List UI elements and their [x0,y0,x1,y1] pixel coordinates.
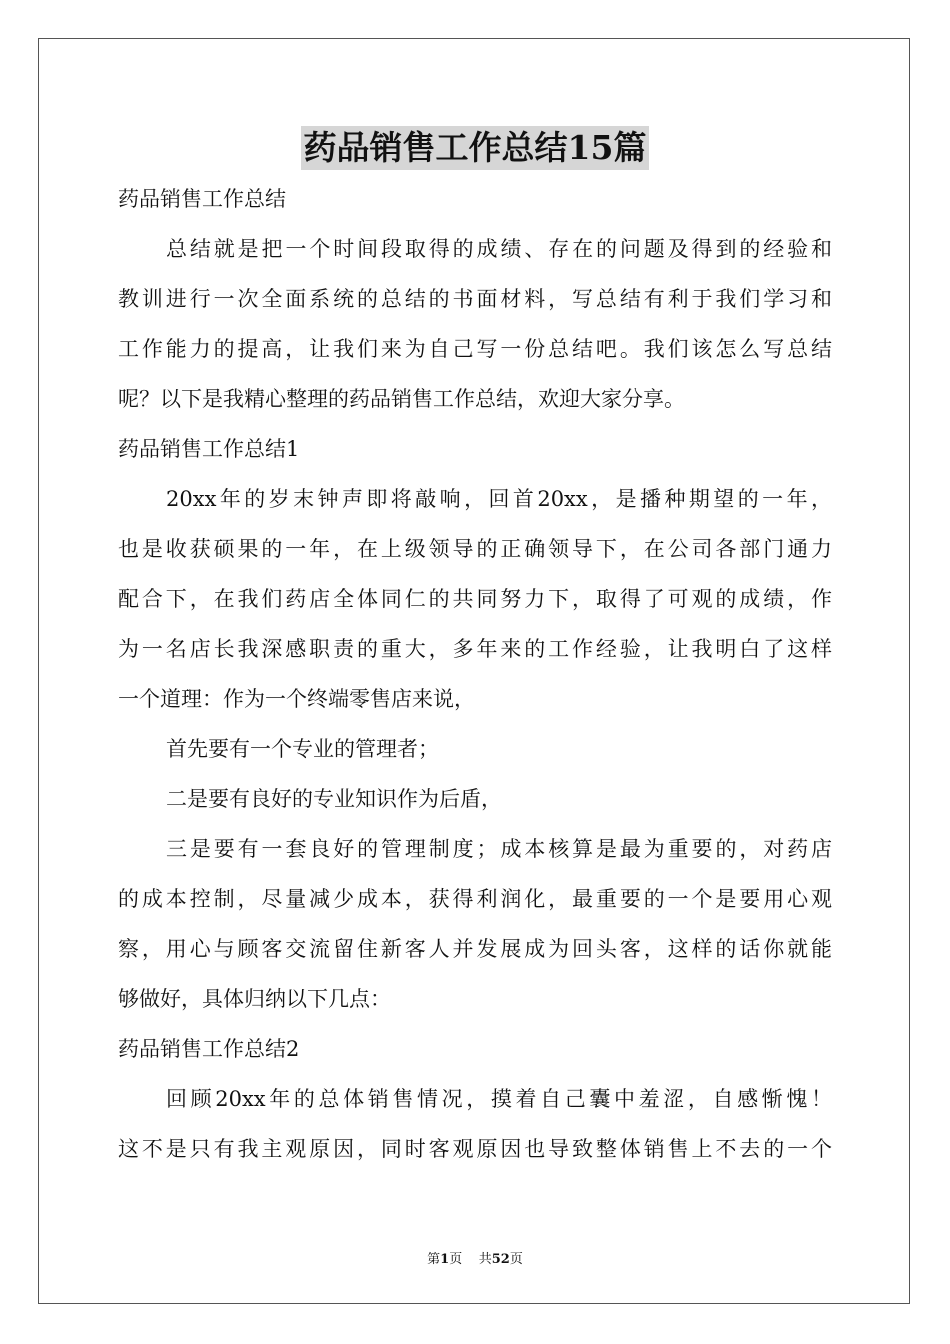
text-line: 为一名店长我深感职责的重大，多年来的工作经验，让我明白了这样 [118,637,832,661]
footer-total-suffix: 页 [509,1252,523,1267]
document-body [118,178,832,1178]
footer-total-number: 52 [491,1252,510,1267]
text-line: 这不是只有我主观原因，同时客观原因也导致整体销售上不去的一个 [118,1137,832,1161]
text-line: 教训进行一次全面系统的总结的书面材料，写总结有利于我们学习和 [118,287,832,311]
text-line: 一个道理：作为一个终端零售店来说， [118,687,475,711]
text-line: 回顾20xx年的总体销售情况，摸着自己囊中羞涩，自感惭愧！ [166,1087,832,1111]
text-line: 药品销售工作总结 [118,187,286,211]
footer-page-suffix: 页 [449,1252,463,1267]
text-line: 也是收获硕果的一年，在上级领导的正确领导下，在公司各部门通力 [118,537,832,561]
text-line: 工作能力的提高，让我们来为自己写一份总结吧。我们该怎么写总结 [118,337,832,361]
footer-total-prefix: 共 [478,1252,492,1267]
text-line: 三是要有一套良好的管理制度；成本核算是最为重要的，对药店 [166,837,832,861]
footer-page-prefix: 第 [427,1252,441,1267]
text-line: 察，用心与顾客交流留住新客人并发展成为回头客，这样的话你就能 [118,937,832,961]
document-title: 药品销售工作总结15篇 [301,126,650,170]
text-line: 配合下，在我们药店全体同仁的共同努力下，取得了可观的成绩，作 [118,587,832,611]
text-line: 总结就是把一个时间段取得的成绩、存在的问题及得到的经验和 [166,237,832,261]
text-line: 药品销售工作总结2 [118,1037,300,1061]
text-line: 的成本控制，尽量减少成本，获得利润化，最重要的一个是要用心观 [118,887,832,911]
text-line: 够做好，具体归纳以下几点： [118,987,391,1011]
text-line: 首先要有一个专业的管理者； [166,737,439,761]
footer-page-number: 1 [440,1252,450,1267]
text-line: 呢？以下是我精心整理的药品销售工作总结，欢迎大家分享。 [118,387,685,411]
title-container [0,126,950,170]
page-footer [0,1248,950,1267]
text-line: 药品销售工作总结1 [118,437,300,461]
text-line: 二是要有良好的专业知识作为后盾， [166,787,502,811]
text-line: 20xx年的岁末钟声即将敲响，回首20xx，是播种期望的一年， [166,487,832,511]
